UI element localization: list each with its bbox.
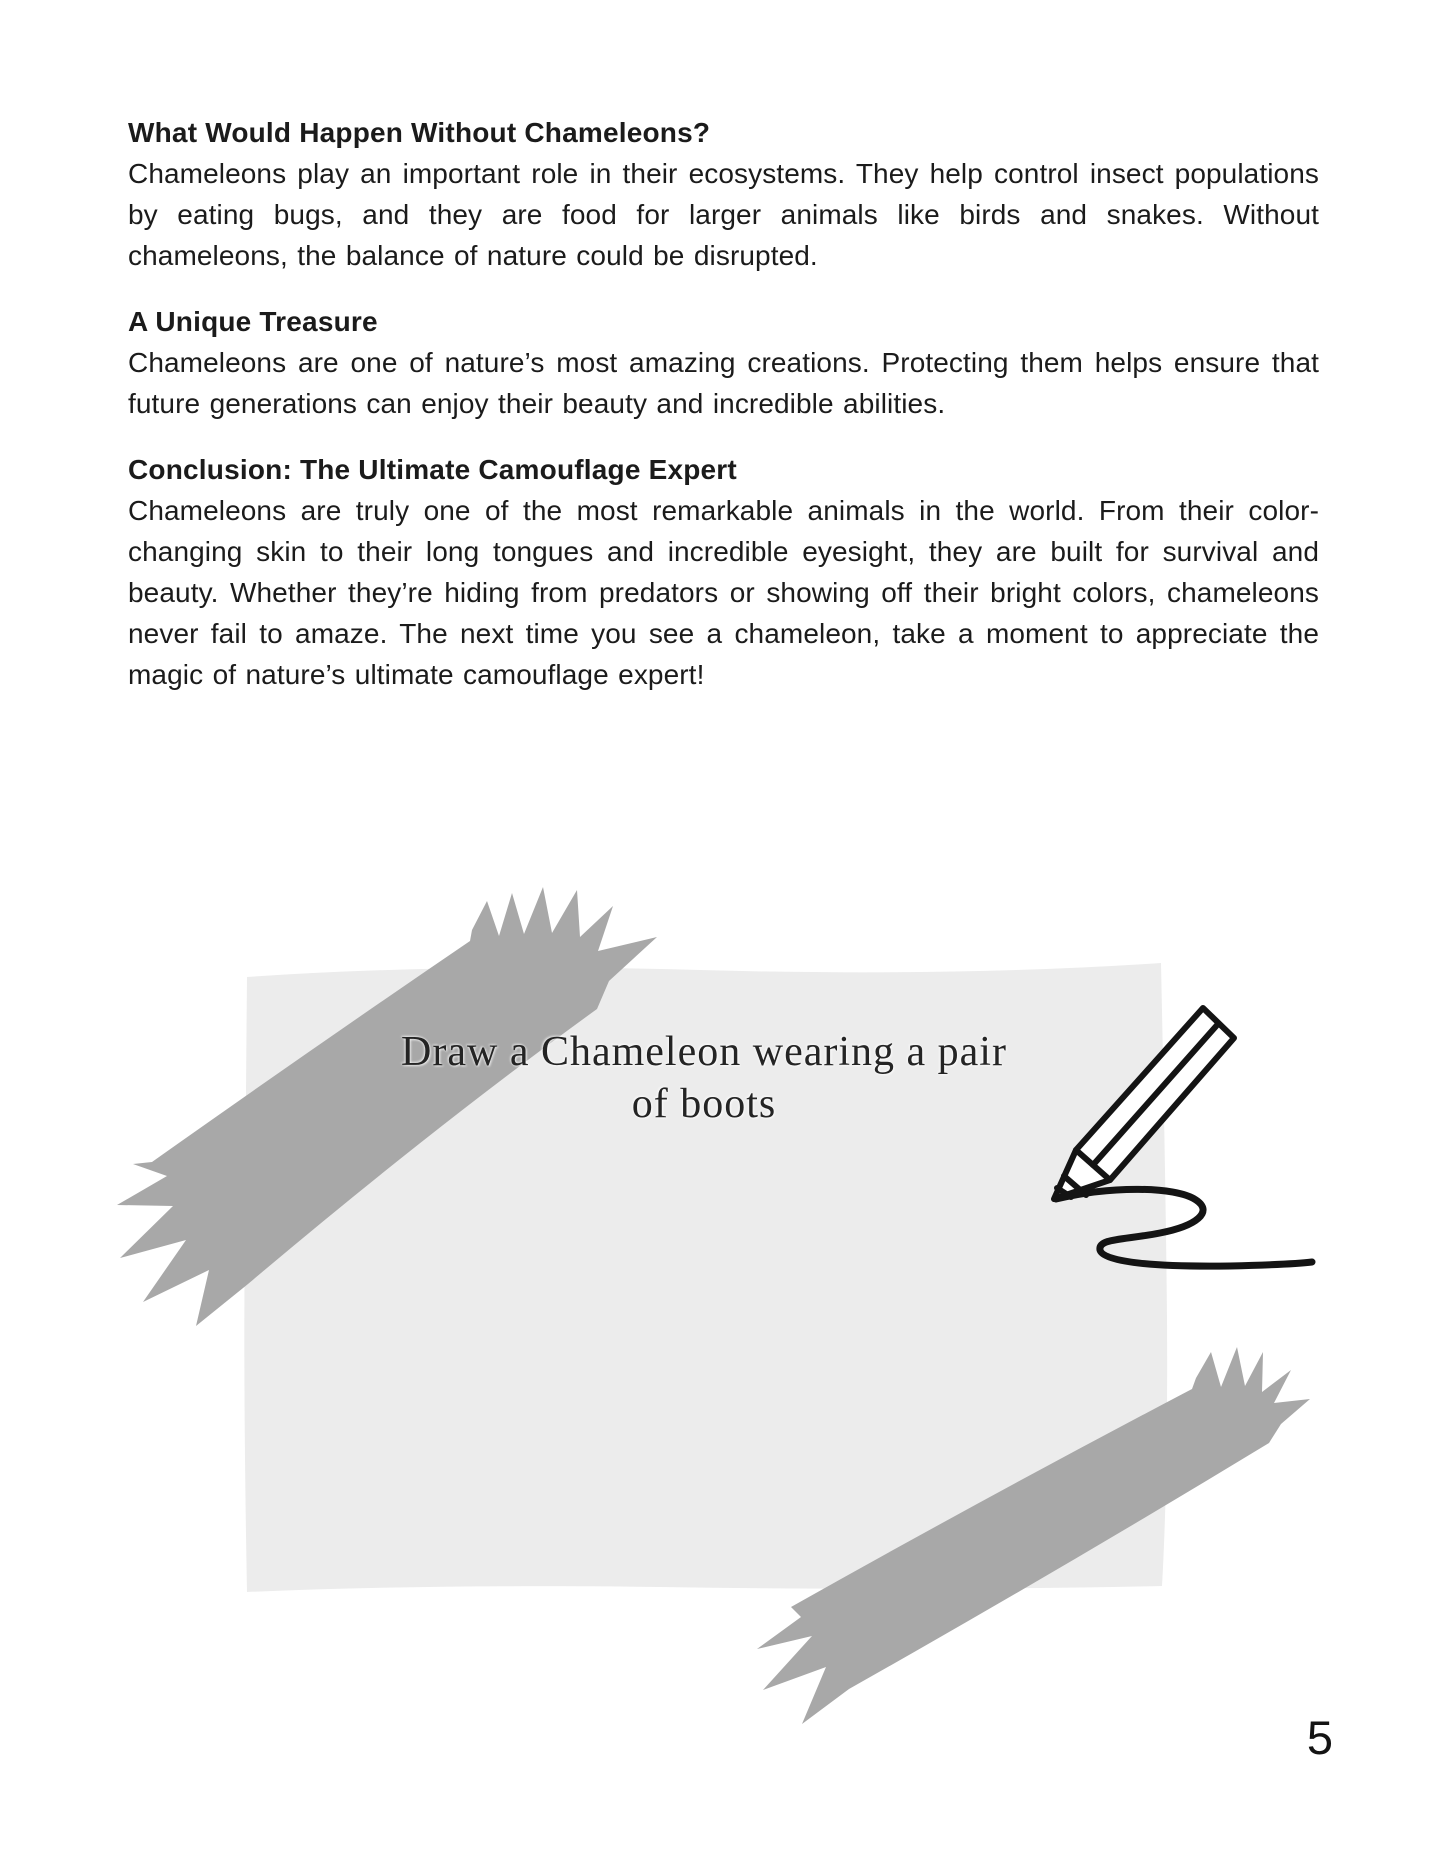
drawing-prompt-line1: Draw a Chameleon wearing a pair — [401, 1029, 1007, 1075]
section-paragraph: Chameleons are one of nature’s most amazing creations. Protecting them helps ensure that future generations can enjoy their beauty and incredible abilities. — [128, 347, 1319, 419]
section-heading: Conclusion: The Ultimate Camouflage Expert — [128, 454, 737, 485]
section-heading: What Would Happen Without Chameleons? — [128, 117, 711, 148]
page-number: 5 — [1306, 1711, 1333, 1764]
drawing-prompt — [284, 1026, 1124, 1130]
section-paragraph: Chameleons play an important role in their ecosystems. They help control insect populations by eating bugs, and they are food for larger animals like birds and snakes. Without chameleons, the balance of nature could be disrupted. — [128, 158, 1319, 271]
section-paragraph: Chameleons are truly one of the most remarkable animals in the world. From their color-changing skin to their long tongues and incredible eyesight, they are built for survival and beauty. Whether they’re hiding from predators or showing off their bright colors, chameleons never fail to amaze. The next time you see a chameleon, take a moment to appreciate the magic of nature’s ultimate camouflage expert! — [128, 495, 1319, 690]
drawing-prompt-line2: of boots — [631, 1081, 777, 1127]
section-heading: A Unique Treasure — [128, 306, 378, 337]
